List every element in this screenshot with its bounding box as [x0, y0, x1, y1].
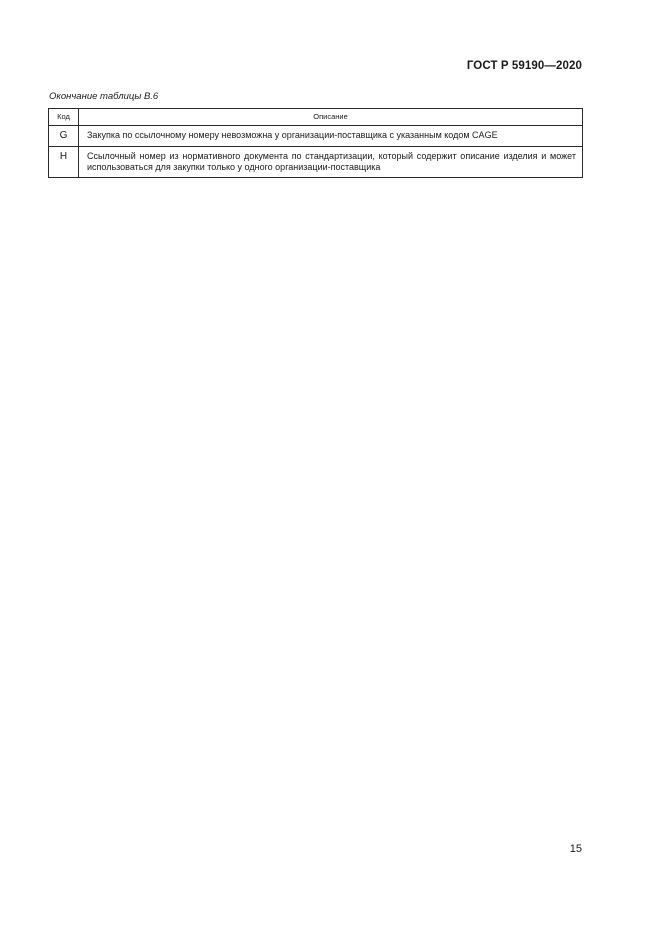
page-number: 15 [569, 843, 582, 855]
document-header: ГОСТ Р 59190—2020 [466, 60, 582, 72]
row-code: H [49, 147, 79, 178]
row-description: Закупка по ссылочному номеру невозможна у организации-поставщика с указанным кодом CAGE [79, 126, 583, 147]
row-description: Ссылочный номер из нормативного документа по стандартизации, который содержит описание изделия и может использоваться для закупки только у одного организации-поставщика [79, 147, 583, 178]
table-caption: Окончание таблицы В.6 [49, 91, 159, 102]
table-header-row [49, 109, 583, 126]
column-header-description: Описание [79, 109, 583, 126]
table-row [49, 126, 583, 147]
column-header-code: Код [49, 109, 79, 126]
codes-table [48, 108, 583, 178]
table-row [49, 147, 583, 178]
row-code: G [49, 126, 79, 147]
